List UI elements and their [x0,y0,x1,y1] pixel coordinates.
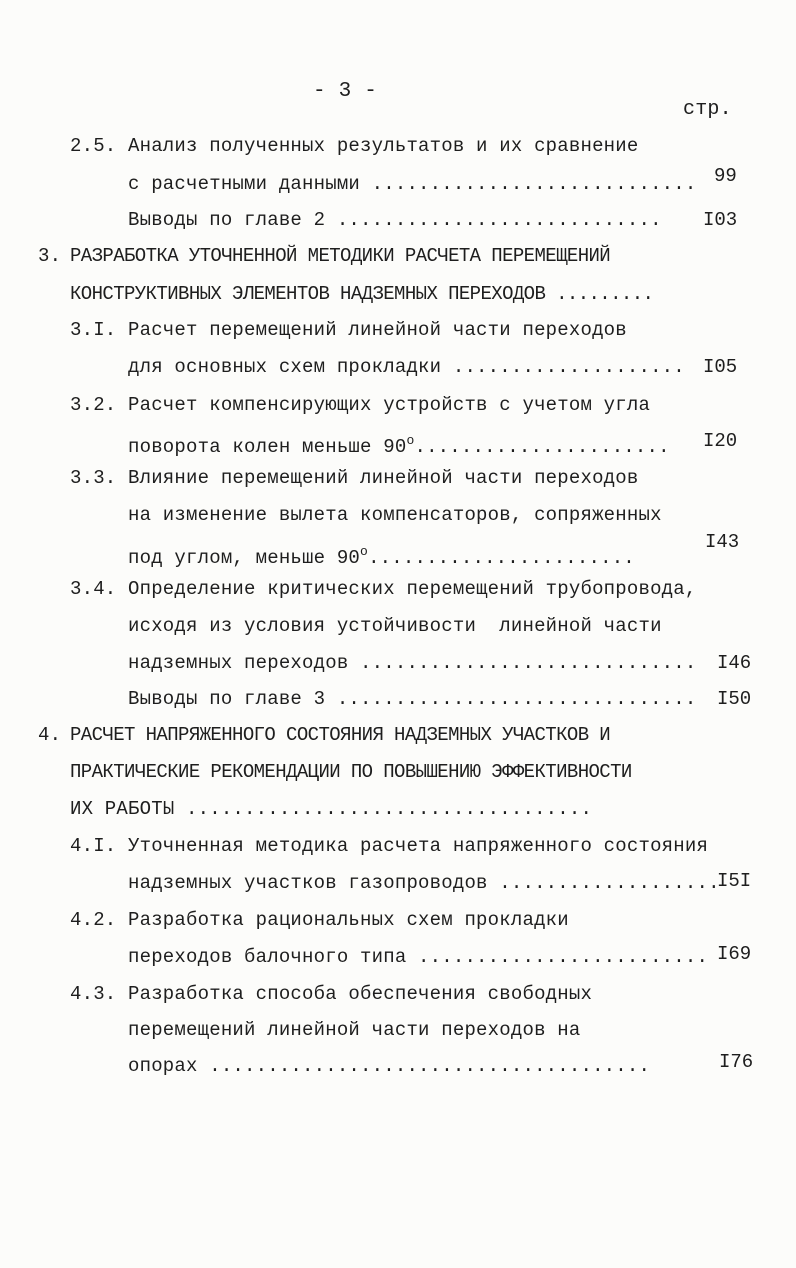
degree-sign: о [360,544,369,559]
toc-leader: ...................... [414,436,670,458]
toc-line-text: поворота колен меньше 90 [128,436,407,458]
toc-line: на изменение вылета компенсаторов, сопряженных [128,504,662,526]
degree-sign: о [406,433,415,448]
toc-line: Расчет компенсирующих устройств с учетом угла [128,394,651,416]
toc-number: 4.3. [70,983,117,1005]
toc-line: опорах ...................................... [128,1055,651,1077]
toc-number: 3.4. [70,578,117,600]
page-column-label: стр. [683,98,732,121]
toc-heading: РАСЧЕТ НАПРЯЖЕННОГО СОСТОЯНИЯ НАДЗЕМНЫХ УЧАСТКОВ И [70,724,611,746]
toc-heading: РАЗРАБОТКА УТОЧНЕННОЙ МЕТОДИКИ РАСЧЕТА ПЕРЕМЕЩЕНИЙ [70,245,611,267]
toc-number: 3. [38,245,62,267]
toc-line: Влияние перемещений линейной части переходов [128,467,639,489]
toc-number: 3.2. [70,394,117,416]
page-number: - 3 - [313,80,378,103]
toc-line: с расчетными данными ............................ [128,173,697,195]
toc-line: для основных схем прокладки .................... [128,356,685,378]
toc-line: надземных переходов ............................. [128,652,697,674]
toc-line: Уточненная методика расчета напряженного состояния [128,835,709,857]
toc-page: I76 [719,1051,754,1073]
toc-line [128,540,635,570]
toc-page: 99 [714,165,737,187]
toc-line: Выводы по главе 3 ............................... [128,688,697,710]
toc-line: Определение критических перемещений трубопровода, [128,578,697,600]
toc-line [128,429,670,459]
toc-number: 4.I. [70,835,117,857]
toc-page: I50 [717,688,752,710]
toc-page: I46 [717,652,752,674]
toc-page: I05 [703,356,738,378]
toc-page: I03 [703,209,738,231]
toc-page: I43 [705,531,740,553]
toc-line: Выводы по главе 2 ............................ [128,209,662,231]
toc-line: Разработка способа обеспечения свободных [128,983,593,1005]
toc-line: надземных участков газопроводов ................... [128,872,720,894]
toc-line: Разработка рациональных схем прокладки [128,909,569,931]
toc-line: перемещений линейной части переходов на [128,1019,581,1041]
toc-line: исходя из условия устойчивости линейной части [128,615,662,637]
toc-leader: ....................... [368,547,635,569]
toc-heading: ПРАКТИЧЕСКИЕ РЕКОМЕНДАЦИИ ПО ПОВЫШЕНИЮ ЭФФЕКТИВНОСТИ [70,761,632,783]
toc-heading: ИХ РАБОТЫ ................................... [70,798,593,820]
toc-line: Анализ полученных результатов и их сравнение [128,135,639,157]
toc-line-text: под углом, меньше 90 [128,547,361,569]
toc-number: 2.5. [70,135,117,157]
toc-line: переходов балочного типа ......................... [128,946,709,968]
toc-page: I69 [717,943,752,965]
toc-line: Расчет перемещений линейной части переходов [128,319,627,341]
toc-page: I20 [703,430,738,452]
toc-page: I5I [717,870,752,892]
toc-number: 4. [38,724,62,746]
toc-number: 3.3. [70,467,117,489]
toc-heading: КОНСТРУКТИВНЫХ ЭЛЕМЕНТОВ НАДЗЕМНЫХ ПЕРЕХОДОВ ......... [70,283,654,305]
toc-number: 4.2. [70,909,117,931]
toc-number: 3.I. [70,319,117,341]
